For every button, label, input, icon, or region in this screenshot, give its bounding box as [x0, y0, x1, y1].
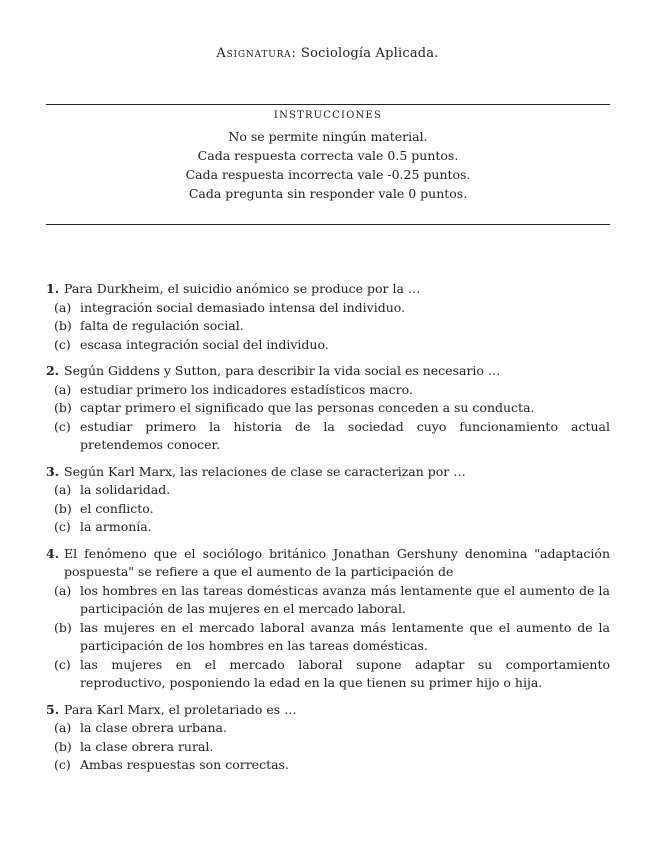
answer-option — [46, 500, 610, 519]
subject-name: Sociología Aplicada. — [300, 46, 439, 61]
option-label: (c) — [54, 656, 71, 672]
answer-option — [46, 381, 610, 400]
question-number: 1. — [46, 281, 60, 296]
answer-option — [46, 481, 610, 500]
answer-option — [46, 299, 610, 318]
option-label: (b) — [54, 619, 72, 635]
option-label: (a) — [54, 582, 72, 598]
question-number: 5. — [46, 701, 60, 717]
option-text: el conflicto. — [80, 500, 154, 516]
question-number: 3. — [46, 463, 60, 479]
question-4 — [46, 545, 610, 693]
instruction-line: No se permite ningún material. — [228, 129, 428, 144]
question-2 — [46, 362, 610, 455]
question-number: 2. — [46, 363, 60, 378]
answer-option — [46, 619, 610, 656]
instructions-box — [46, 110, 610, 203]
answer-option — [46, 719, 610, 738]
option-text: falta de regulación social. — [80, 318, 244, 333]
answer-option — [46, 336, 610, 355]
question-stem — [46, 362, 610, 381]
option-label: (b) — [54, 400, 72, 415]
subject-heading — [0, 46, 655, 61]
question-stem — [46, 463, 610, 482]
option-label: (a) — [54, 720, 72, 735]
option-label: (b) — [54, 738, 72, 754]
option-label: (c) — [54, 757, 71, 772]
option-text: Ambas respuestas son correctas. — [80, 757, 289, 772]
option-text: estudiar primero la historia de la sociedad cuyo funcionamiento actual pretendemos conocer. — [80, 418, 610, 452]
option-label: (b) — [54, 318, 72, 333]
question-number: 4. — [46, 545, 60, 561]
answer-option — [46, 399, 610, 418]
question-5 — [46, 701, 610, 775]
option-label: (c) — [54, 519, 71, 534]
bottom-rule — [46, 224, 610, 225]
question-text: Según Karl Marx, las relaciones de clase se caracterizan por … — [64, 463, 466, 479]
question-stem — [46, 280, 610, 299]
option-text: las mujeres en el mercado laboral avanza más lentamente que el aumento de la participación de los hombres en las tareas domésticas. — [80, 619, 610, 653]
answer-option — [46, 656, 610, 693]
option-text: integración social demasiado intensa del individuo. — [80, 299, 406, 315]
option-text: escasa integración social del individuo. — [80, 336, 329, 352]
option-text: la armonía. — [80, 519, 152, 534]
answer-option — [46, 582, 610, 619]
top-rule — [46, 104, 610, 105]
instruction-line: Cada pregunta sin responder vale 0 puntos. — [188, 186, 468, 201]
question-text: Según Giddens y Sutton, para describir la vida social es necesario … — [64, 363, 501, 378]
option-text: la clase obrera rural. — [80, 738, 214, 754]
option-text: las mujeres en el mercado laboral supone adaptar su comportamiento reproductivo, posponiendo la edad en la que tienen su primer hijo o hija. — [80, 656, 610, 690]
question-stem — [46, 701, 610, 720]
option-label: (a) — [54, 381, 72, 397]
question-text: Para Durkheim, el suicidio anómico se produce por la … — [64, 281, 421, 296]
question-text: El fenómeno que el sociólogo británico Jonathan Gershuny denomina "adaptación pospuesta" se refiere a que el aumento de la participación de — [64, 545, 610, 579]
answer-option — [46, 317, 610, 336]
question-3 — [46, 463, 610, 537]
answer-option — [46, 756, 610, 775]
option-text: la solidaridad. — [80, 482, 171, 497]
option-label: (a) — [54, 299, 72, 315]
question-list — [46, 280, 610, 783]
answer-option — [46, 518, 610, 537]
instruction-line: Cada respuesta correcta vale 0.5 puntos. — [197, 148, 459, 163]
instructions-title: INSTRUCCIONES — [273, 110, 383, 121]
option-label: (c) — [54, 336, 71, 352]
option-text: la clase obrera urbana. — [80, 720, 227, 735]
question-text: Para Karl Marx, el proletariado es … — [64, 701, 297, 717]
question-stem — [46, 545, 610, 582]
option-text: los hombres en las tareas domésticas avanza más lentamente que el aumento de la participación de las mujeres en el mercado laboral. — [80, 582, 610, 616]
option-label: (c) — [54, 418, 71, 434]
answer-option — [46, 418, 610, 455]
option-label: (b) — [54, 500, 72, 516]
option-text: captar primero el significado que las personas conceden a su conducta. — [80, 400, 535, 415]
instruction-line: Cada respuesta incorrecta vale -0.25 puntos. — [185, 167, 471, 182]
option-text: estudiar primero los indicadores estadísticos macro. — [80, 381, 413, 397]
question-1 — [46, 280, 610, 354]
subject-label: Asignatura: — [216, 46, 297, 61]
option-label: (a) — [54, 482, 72, 497]
answer-option — [46, 738, 610, 757]
